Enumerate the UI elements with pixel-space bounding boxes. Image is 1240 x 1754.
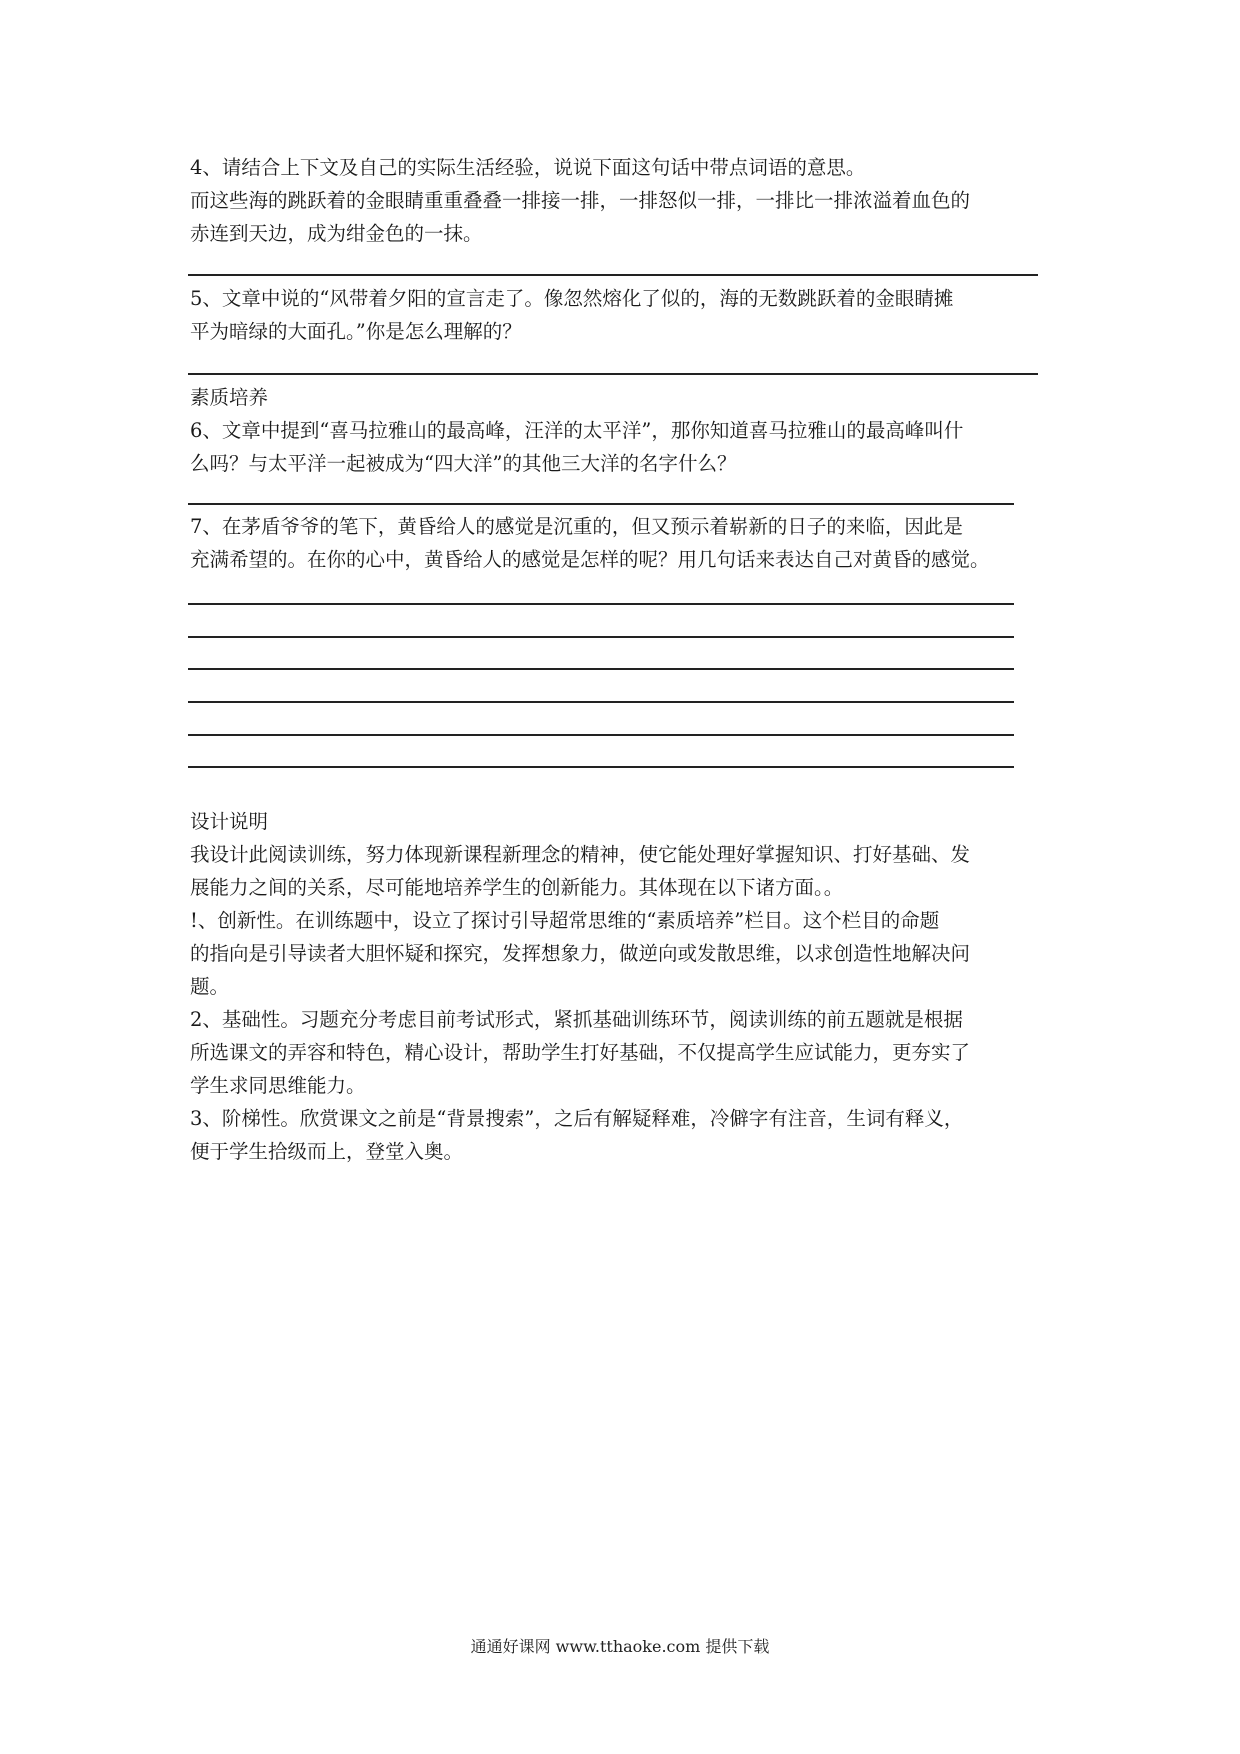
design-notes-heading: 设计说明: [190, 810, 269, 833]
section-heading-quality: 素质培养: [190, 386, 269, 409]
design-notes-point1-line3: 题。: [190, 975, 230, 998]
footer-source-text: 通通好课网 www.tthaoke.com 提供下载: [470, 1637, 770, 1656]
question-6-line2: 么吗？与太平洋一起被成为“四大洋”的其他三大洋的名字什么？: [190, 452, 737, 475]
question-7-line2: 充满希望的。在你的心中，黄昏给人的感觉是怎样的呢？用几句话来表达自己对黄昏的感觉。: [190, 548, 990, 571]
question-7-answer-line-5[interactable]: [188, 734, 1014, 736]
design-notes-intro-line1: 我设计此阅读训练，努力体现新课程新理念的精神，使它能处理好掌握知识、打好基础、发: [190, 843, 971, 866]
question-5-line1: 5、文章中说的“风带着夕阳的宣言走了。像忽然熔化了似的，海的无数跳跃着的金眼睛摊: [190, 287, 954, 310]
question-4-prompt: 4、请结合上下文及自己的实际生活经验，说说下面这句话中带点词语的意思。: [190, 156, 866, 179]
question-7-answer-line-2[interactable]: [188, 636, 1014, 638]
design-notes-point1-line1: !、创新性。在训练题中，设立了探讨引导超常思维的“素质培养”栏目。这个栏目的命题: [190, 909, 940, 932]
question-4-sentence-line2: 赤连到天边，成为绀金色的一抹。: [190, 222, 483, 245]
question-6-answer-line[interactable]: [188, 503, 1014, 505]
question-7-answer-line-4[interactable]: [188, 701, 1014, 703]
question-7-answer-line-3[interactable]: [188, 668, 1014, 670]
question-6-line1: 6、文章中提到“喜马拉雅山的最高峰，汪洋的太平洋”，那你知道喜马拉雅山的最高峰叫什: [190, 419, 964, 442]
question-5-line2: 平为暗绿的大面孔。”你是怎么理解的？: [190, 320, 522, 343]
design-notes-point2-line2: 所选课文的弄容和特色，精心设计，帮助学生打好基础，不仅提高学生应试能力，更夯实了: [190, 1041, 971, 1064]
design-notes-point1-line2: 的指向是引导读者大胆怀疑和探究，发挥想象力，做逆向或发散思维，以求创造性地解决问: [190, 942, 971, 965]
design-notes-point3-line1: 3、阶梯性。欣赏课文之前是“背景搜索”，之后有解疑释难，冷僻字有注音，生词有释义，: [190, 1107, 964, 1130]
question-4-answer-line[interactable]: [188, 274, 1038, 276]
question-7-answer-line-6[interactable]: [188, 766, 1014, 768]
question-7-line1: 7、在茅盾爷爷的笔下，黄昏给人的感觉是沉重的，但又预示着崭新的日子的来临，因此是: [190, 515, 963, 538]
question-7-answer-line-1[interactable]: [188, 603, 1014, 605]
design-notes-point2-line1: 2、基础性。习题充分考虑目前考试形式，紧抓基础训练环节，阅读训练的前五题就是根据: [190, 1008, 963, 1031]
question-5-answer-line[interactable]: [188, 373, 1038, 375]
design-notes-intro-line2: 展能力之间的关系，尽可能地培养学生的创新能力。其体现在以下诸方面。。: [190, 876, 844, 899]
design-notes-point2-line3: 学生求同思维能力。: [190, 1074, 366, 1097]
question-4-sentence-line1: 而这些海的跳跃着的金眼睛重重叠叠一排接一排，一排怒似一排，一排比一排浓溢着血色的: [190, 189, 971, 212]
design-notes-point3-line2: 便于学生拾级而上，登堂入奥。: [190, 1140, 464, 1163]
